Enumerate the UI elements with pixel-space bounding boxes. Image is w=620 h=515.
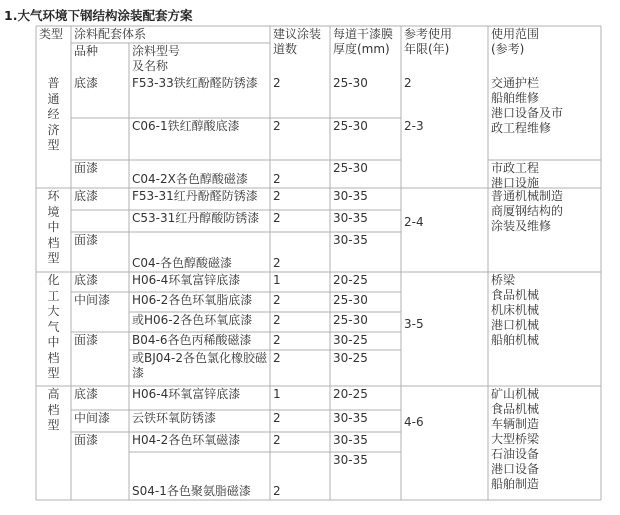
variety-cell — [71, 118, 129, 160]
model-text: H06-4环氧富锌底漆 — [132, 387, 241, 401]
coats-cell: 2 — [273, 411, 281, 425]
thickness-cell: 30-35 — [333, 411, 368, 425]
scope-cell — [488, 75, 601, 160]
header-model — [129, 43, 270, 75]
group-type-char: 大 — [47, 304, 60, 318]
thickness-cell: 30-25 — [333, 333, 368, 347]
group-type-char: 经 — [47, 107, 60, 121]
coats-cell: 2 — [273, 484, 281, 498]
thickness-cell: 25-30 — [333, 119, 368, 133]
scope-line: 港口设备 — [491, 462, 540, 476]
life-cell: 3-5 — [404, 317, 424, 331]
scope-line: 矿山机械 — [491, 387, 540, 401]
scope-line: 大型桥梁 — [491, 432, 540, 446]
variety-cell: 面漆 — [74, 161, 99, 175]
coats-cell: 2 — [273, 211, 281, 225]
model-text: F53-31红丹酚醛防锈漆 — [132, 189, 258, 203]
header-system: 涂料配套体系 — [74, 27, 147, 41]
variety-cell: 底漆 — [74, 189, 99, 203]
cell-line: 使用范围 — [491, 27, 540, 41]
group-type-char: 工 — [47, 288, 60, 303]
thickness-cell: 20-25 — [333, 387, 368, 401]
scope-cell — [488, 188, 601, 272]
variety-cell — [71, 210, 129, 232]
variety-cell: 底漆 — [74, 76, 99, 90]
coats-cell: 2 — [273, 351, 281, 365]
model-cell — [129, 350, 270, 386]
cell-line: 道数 — [273, 42, 298, 56]
thickness-cell: 25-30 — [333, 313, 368, 327]
coats-cell: 1 — [273, 273, 281, 287]
header-type: 类型 — [39, 27, 64, 41]
scope-line: 食品机械 — [491, 402, 540, 416]
header-thickness — [330, 26, 401, 75]
scope-cell — [488, 386, 601, 500]
scope-line: 机床机械 — [491, 303, 540, 317]
group-type-char: 型 — [47, 138, 60, 152]
life-cell — [401, 432, 488, 452]
life-cell — [401, 272, 488, 292]
model-text: B04-6各色丙稀酸磁漆 — [132, 333, 252, 347]
coats-cell: 2 — [273, 293, 281, 307]
scope-line: 船舶维修 — [491, 91, 540, 105]
life-cell: 2 — [404, 76, 412, 90]
scope-line: 食品机械 — [491, 288, 540, 302]
model-cell — [129, 312, 270, 332]
thickness-cell: 20-25 — [333, 273, 368, 287]
thickness-cell: 25-30 — [333, 293, 368, 307]
group-type-char: 高 — [47, 387, 60, 401]
variety-cell: 面漆 — [74, 433, 99, 447]
group-type — [36, 386, 71, 500]
model-text: S04-1各色聚氨脂磁漆 — [132, 484, 251, 498]
scope-line: 石油设备 — [491, 447, 540, 461]
variety-cell: 面漆 — [74, 233, 99, 247]
model-cell — [129, 332, 270, 350]
group-type-char: 档 — [47, 402, 60, 417]
model-text: H04-2各色环氧磁漆 — [132, 433, 241, 447]
model-text: 或H06-2各色环氧底漆 — [132, 313, 253, 327]
thickness-cell: 30-35 — [333, 189, 368, 203]
group-type-char: 型 — [47, 251, 60, 265]
header-variety: 品种 — [74, 44, 99, 58]
model-cell — [129, 410, 270, 432]
cell-line: 年限(年) — [404, 42, 450, 56]
model-text: F53-33铁红酚醛防锈漆 — [132, 76, 258, 90]
variety-cell: 底漆 — [74, 273, 99, 287]
group-type-char: 普 — [47, 76, 60, 90]
cell-line: (参考) — [491, 42, 525, 56]
header-coats — [270, 26, 330, 75]
scope-line: 涂装及维修 — [491, 219, 552, 233]
cell-line: 涂料型号 — [132, 44, 181, 58]
life-cell — [401, 452, 488, 500]
life-cell — [401, 386, 488, 410]
cell-line: 厚度(mm) — [333, 42, 390, 56]
model-text: C04-各色醇酸磁漆 — [132, 256, 232, 270]
group-type-char: 化 — [47, 273, 60, 287]
scope-line: 船舶机械 — [491, 333, 540, 347]
cell-line: 及名称 — [132, 59, 169, 73]
thickness-cell: 25-30 — [333, 76, 368, 90]
model-text: C06-1铁红醇酸底漆 — [132, 119, 240, 133]
thickness-cell: 30-25 — [333, 351, 368, 365]
life-cell — [401, 292, 488, 312]
coats-cell: 1 — [273, 387, 281, 401]
variety-cell: 中间漆 — [74, 293, 111, 307]
scope-line: 政工程维修 — [491, 121, 552, 135]
model-cell — [129, 118, 270, 160]
coats-cell: 2 — [273, 313, 281, 327]
model-cell — [129, 75, 270, 118]
scope-cell — [488, 160, 601, 188]
life-cell — [401, 350, 488, 386]
model-cell — [129, 210, 270, 232]
life-cell: 2-3 — [404, 119, 424, 133]
model-cell — [129, 386, 270, 410]
coats-cell: 2 — [273, 256, 281, 270]
model-cell — [129, 188, 270, 210]
model-cell — [129, 292, 270, 312]
coats-cell: 2 — [273, 119, 281, 133]
scope-line: 港口设施 — [491, 176, 540, 188]
variety-cell: 底漆 — [74, 387, 99, 401]
scope-line: 车辆制造 — [491, 417, 540, 431]
life-cell: 2-4 — [404, 215, 424, 229]
thickness-cell: 25-30 — [333, 161, 368, 175]
coats-cell: 2 — [273, 172, 281, 186]
model-cell — [129, 272, 270, 292]
group-type-char: 档 — [47, 350, 60, 365]
thickness-cell: 30-35 — [333, 211, 368, 225]
scope-line: 商厦钢结构的 — [491, 204, 564, 218]
group-type-char: 中 — [47, 220, 60, 234]
scope-line: 港口设备及市 — [491, 106, 564, 120]
thickness-cell: 30-35 — [333, 453, 368, 467]
model-text: H06-2各色环氧脂底漆 — [132, 293, 253, 307]
group-type-char: 环 — [47, 189, 60, 203]
group-type-char: 档 — [47, 235, 60, 250]
header-scope — [488, 26, 601, 75]
thickness-cell: 30-35 — [333, 433, 368, 447]
model-text: C53-31红丹醇酸防锈漆 — [132, 211, 260, 225]
scope-line: 普通机械制造 — [491, 189, 564, 203]
model-cell — [129, 432, 270, 452]
life-cell — [401, 188, 488, 210]
scope-line: 船舶制造 — [491, 477, 540, 491]
coats-cell: 2 — [273, 333, 281, 347]
group-type-char: 型 — [47, 366, 60, 380]
model-text: 云铁环氧防锈漆 — [132, 411, 217, 425]
life-cell — [401, 232, 488, 272]
cell-line: 参考使用 — [404, 27, 453, 41]
life-cell — [401, 160, 488, 188]
scope-line: 交通护栏 — [491, 76, 540, 90]
life-cell: 4-6 — [404, 415, 424, 429]
model-text: C04-2X各色醇酸磁漆 — [132, 172, 248, 186]
model-cell — [129, 232, 270, 272]
coats-cell: 2 — [273, 76, 281, 90]
thickness-cell: 30-35 — [333, 233, 368, 247]
header-life — [401, 26, 488, 75]
group-type-char: 型 — [47, 418, 60, 432]
model-text: H06-4环氧富锌底漆 — [132, 273, 241, 287]
group-type-char: 通 — [47, 91, 60, 106]
scope-cell — [488, 272, 601, 386]
group-type-char: 济 — [47, 122, 60, 137]
group-type-char: 中 — [47, 335, 60, 349]
model-cell — [129, 160, 270, 188]
group-type-char: 气 — [47, 319, 60, 334]
page-title: 1.大气环境下钢结构涂装配套方案 — [4, 8, 193, 23]
group-type — [36, 272, 71, 386]
coats-cell: 2 — [273, 433, 281, 447]
model-text: 或BJ04-2各色氯化橡胶磁漆 — [132, 351, 268, 380]
scope-line: 市政工程 — [491, 161, 540, 175]
model-cell — [129, 452, 270, 500]
variety-cell: 中间漆 — [74, 411, 111, 425]
scope-line: 港口机械 — [491, 318, 540, 332]
life-cell — [401, 332, 488, 350]
cell-line: 每道干漆膜 — [333, 27, 394, 41]
group-type-char: 境 — [47, 204, 60, 219]
coats-cell: 2 — [273, 189, 281, 203]
scope-line: 桥梁 — [491, 273, 516, 287]
variety-cell: 面漆 — [74, 333, 99, 347]
cell-line: 建议涂装 — [273, 27, 322, 41]
group-type — [36, 75, 71, 188]
group-type — [36, 188, 71, 272]
